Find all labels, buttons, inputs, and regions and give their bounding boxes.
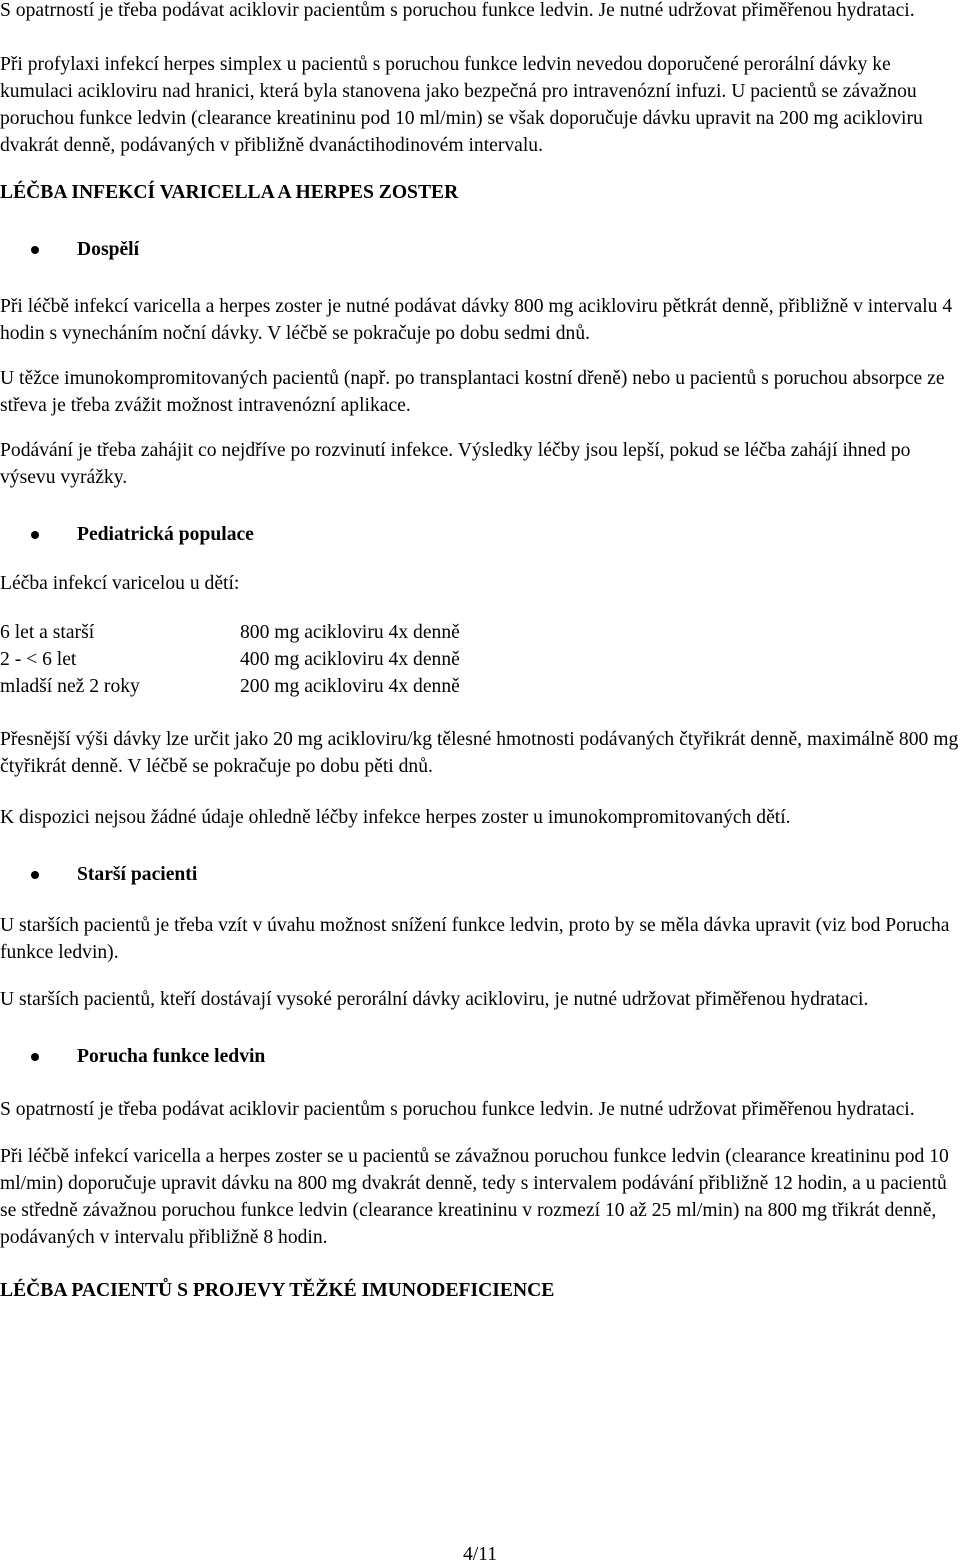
bullet-icon [31,531,39,539]
paragraph-elderly-hydration: U starších pacientů, kteří dostávají vysoké perorální dávky acikloviru, je nutné udržovat přiměřenou hydrataci. [0,989,869,1010]
paragraph-pediatric-intro: Léčba infekcí varicelou u dětí: [0,573,240,594]
bullet-icon [31,871,39,879]
section-heading-varicella-zoster: LÉČBA INFEKCÍ VARICELLA A HERPES ZOSTER [0,182,459,203]
paragraph-adult-dosing: Při léčbě infekcí varicella a herpes zoster je nutné podávat dávky 800 mg acikloviru pětkrát denně, přibližně v intervalu 4 hodin s vynecháním noční dávky. V léčbě se pokračuje po dobu sedmi dnů. [0,296,953,344]
paragraph-weight-dosing: Přesnější výši dávky lze určit jako 20 mg acikloviru/kg tělesné hmotnosti podávaných čtyřikrát denně, maximálně 800 mg čtyřikrát denně. V léčbě se pokračuje po dobu pěti dnů. [0,729,959,777]
bullet-heading-elderly: Starší pacienti [0,861,960,888]
paragraph-prophylaxis: Při profylaxi infekcí herpes simplex u pacientů s poruchou funkce ledvin nevedou doporučené perorální dávky ke kumulaci acikloviru nad hranici, která byla stanovena jako bezpečná pro intravenózní infuzi. U pacientů se závažnou poruchou funkce ledvin (clearance kreatininu pod 10 ml/min) se však doporučuje dávku upravit na 200 mg acikloviru dvakrát denně, podávaných v přibližně dvanáctihodinovém intervalu. [0,54,923,156]
bullet-icon [31,246,39,254]
paragraph-renal-caution-2: S opatrností je třeba podávat aciklovir pacientům s poruchou funkce ledvin. Je nutné udržovat přiměřenou hydrataci. [0,1099,915,1120]
paragraph-elderly-renal: U starších pacientů je třeba vzít v úvahu možnost snížení funkce ledvin, proto by se měla dávka upravit (viz bod Porucha funkce ledvin). [0,915,950,963]
section-heading-immunodeficiency: LÉČBA PACIENTŮ S PROJEVY TĚŽKÉ IMUNODEFICIENCE [0,1280,555,1301]
bullet-heading-renal: Porucha funkce ledvin [0,1043,960,1070]
bullet-heading-pediatric: Pediatrická populace [0,521,960,548]
dose-age: 2 - < 6 let [0,649,77,670]
dose-value: 800 mg acikloviru 4x denně [240,622,460,643]
paragraph-start-treatment: Podávání je třeba zahájit co nejdříve po rozvinutí infekce. Výsledky léčby jsou lepší, pokud se léčba zahájí ihned po výsevu vyrážky. [0,440,911,488]
page-number: 4/11 [462,1544,498,1565]
dose-value: 400 mg acikloviru 4x denně [240,649,460,670]
paragraph-renal-caution: S opatrností je třeba podávat aciklovir pacientům s poruchou funkce ledvin. Je nutné udržovat přiměřenou hydrataci. [0,0,915,21]
paragraph-immunocompromised: U těžce imunokompromitovaných pacientů (např. po transplantaci kostní dřeně) nebo u pacientů s poruchou absorpce ze střeva je třeba zvážit možnost intravenózní aplikace. [0,368,945,416]
paragraph-no-data: K dispozici nejsou žádné údaje ohledně léčby infekce herpes zoster u imunokompromitovaných dětí. [0,807,791,828]
pediatric-dose-table [0,619,960,700]
dose-age: mladší než 2 roky [0,676,140,697]
dose-age: 6 let a starší [0,622,95,643]
bullet-icon [31,1053,39,1061]
bullet-heading-adults: Dospělí [0,236,960,263]
dose-value: 200 mg acikloviru 4x denně [240,676,460,697]
paragraph-renal-dosing: Při léčbě infekcí varicella a herpes zoster se u pacientů se závažnou poruchou funkce ledvin (clearance kreatininu pod 10 ml/min) doporučuje upravit dávku na 800 mg dvakrát denně, tedy s intervalem podávání přibližně 12 hodin, a u pacientů se středně závažnou poruchou funkce ledvin (clearance kreatininu v rozmezí 10 až 25 ml/min) na 800 mg třikrát denně, podávaných v intervalu přibližně 8 hodin. [0,1146,949,1248]
